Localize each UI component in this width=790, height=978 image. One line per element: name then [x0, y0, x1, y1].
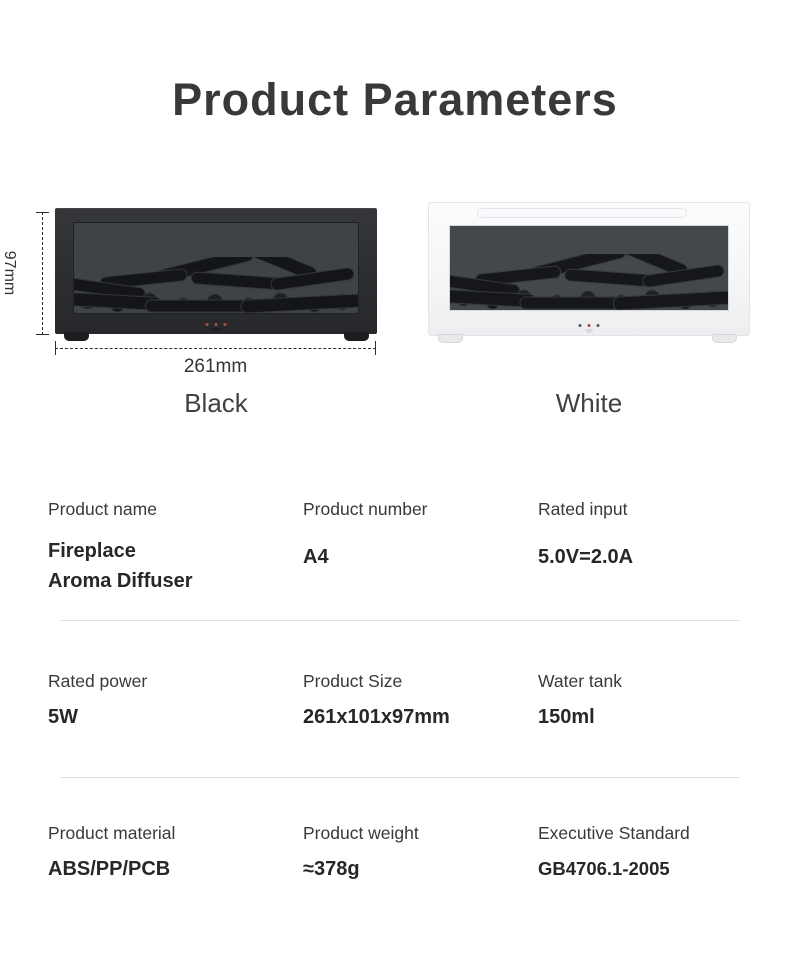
spec-label-product-size: Product Size [303, 671, 403, 691]
indicator-lights [206, 323, 227, 326]
spec-value-water-tank: 150ml [538, 706, 595, 728]
spec-value-product-material: ABS/PP/PCB [48, 858, 171, 880]
spec-value-product-number: A4 [303, 546, 329, 568]
dimension-cap [375, 341, 376, 355]
logs-graphic [74, 257, 358, 314]
spec-label-product-material: Product material [48, 823, 176, 843]
spec-label-water-tank: Water tank [538, 671, 622, 691]
spec-value-product-size: 261x101x97mm [303, 706, 450, 728]
top-recess [477, 208, 687, 218]
logs-graphic [450, 254, 728, 311]
spec-value-product-weight: ≈378g [303, 858, 360, 880]
product-foot [64, 332, 89, 341]
variant-label-black: Black [184, 388, 248, 418]
variant-label-white: White [555, 388, 623, 418]
spec-label-product-weight: Product weight [303, 823, 419, 843]
row-divider [60, 620, 740, 621]
width-dimension-label: 261mm [183, 356, 248, 377]
spec-label-product-name: Product name [48, 499, 157, 519]
power-nub [585, 329, 593, 333]
product-image-white [428, 202, 750, 336]
spec-value-executive-standard: GB4706.1-2005 [538, 858, 670, 879]
spec-value-rated-power: 5W [48, 706, 78, 728]
power-nub [212, 328, 220, 332]
product-image-black [55, 208, 377, 334]
height-dimension-line [42, 212, 43, 335]
fireplace-window-white [449, 225, 729, 311]
width-dimension-line [55, 348, 376, 349]
fireplace-window-black [73, 222, 359, 314]
dimension-cap [55, 341, 56, 355]
height-dimension-label: 97mm [1, 250, 18, 296]
row-divider [60, 777, 740, 778]
dimension-cap [36, 334, 49, 335]
product-foot [344, 332, 369, 341]
spec-label-rated-power: Rated power [48, 671, 148, 691]
indicator-lights [579, 324, 600, 327]
spec-label-rated-input: Rated input [538, 499, 628, 519]
spec-label-product-number: Product number [303, 499, 428, 519]
product-foot [712, 334, 737, 343]
product-foot [438, 334, 463, 343]
spec-value-rated-input: 5.0V=2.0A [538, 546, 634, 568]
page-title: Product Parameters [172, 74, 618, 125]
spec-label-executive-standard: Executive Standard [538, 823, 690, 843]
spec-value-product-name: Fireplace Aroma Diffuser [48, 540, 193, 592]
dimension-cap [36, 212, 49, 213]
